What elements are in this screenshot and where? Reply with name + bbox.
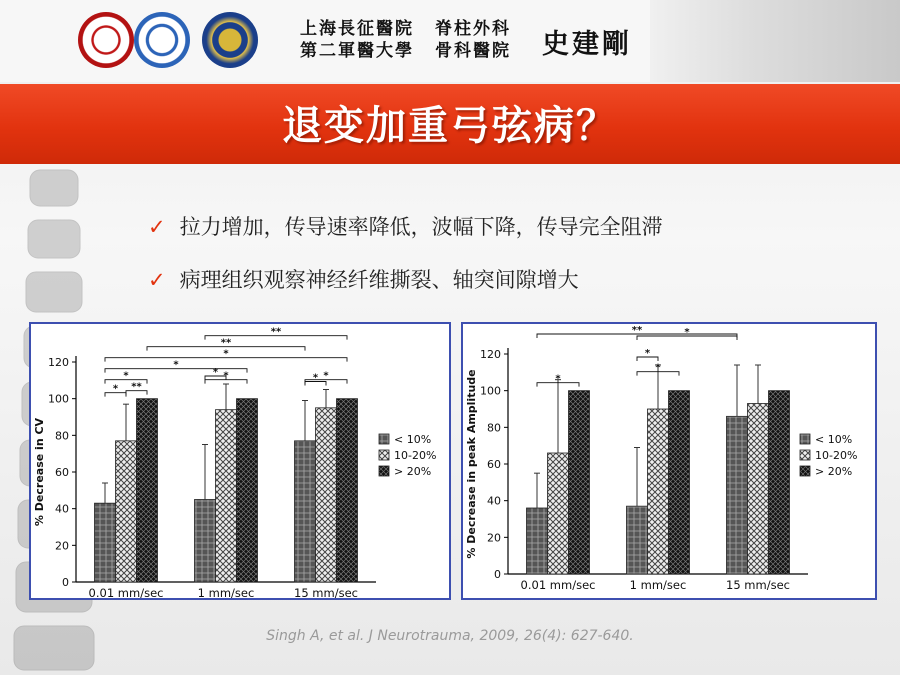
significance-label: * [112,383,119,395]
legend-swatch [379,450,389,460]
significance-label: ** [270,326,282,338]
bar [569,391,590,574]
check-icon: ✓ [148,215,166,239]
institution-right-line2: 骨科醫院 [435,41,511,61]
legend-label: 10-20% [394,449,437,462]
legend-label: > 20% [815,465,853,478]
legend-label: 10-20% [815,449,858,462]
y-axis-label: % Decrease in CV [33,417,46,527]
bar [648,409,669,574]
bar [627,506,648,574]
x-tick-label: 15 mm/sec [726,578,790,592]
significance-label: * [555,373,561,385]
significance-label: * [173,359,179,371]
x-tick-label: 0.01 mm/sec [520,578,596,592]
institution-left-line2: 第二軍醫大學 [300,41,414,61]
y-tick-label: 120 [480,348,501,361]
bullet-text: 拉力增加，传导速率降低，波幅下降，传导完全阻滞 [179,215,663,239]
department-logo-icon [202,12,258,68]
significance-label: ** [220,337,232,349]
significance-label: * [123,370,129,382]
y-tick-label: 80 [487,421,501,435]
bar [216,410,237,582]
y-tick-label: 60 [487,458,501,471]
significance-label: ** [131,381,142,393]
institution-right [435,18,511,62]
x-tick-label: 1 mm/sec [197,586,255,598]
y-tick-label: 120 [48,356,69,369]
bar [195,500,216,583]
institution-left-line1: 上海長征醫院 [300,19,414,39]
check-icon: ✓ [148,268,166,292]
bar [748,404,769,575]
slide-title: 退变加重弓弦病？ [282,103,618,149]
bar [548,453,569,574]
citation: Singh A, et al. J Neurotrauma, 2009, 26(4): 627-640. [266,628,634,644]
legend-label: < 10% [394,433,432,446]
y-axis-label: % Decrease in peak Amplitude [465,369,478,559]
legend-label: < 10% [815,433,853,446]
institution-right-line1: 脊柱外科 [435,19,511,39]
chart-amplitude-svg [463,324,875,598]
legend-swatch [379,434,389,444]
bullet-text: 病理组织观察神经纤维撕裂、轴突间隙增大 [179,268,579,292]
bar [527,508,548,574]
bar [295,441,316,582]
y-tick-label: 0 [62,576,69,589]
bar [727,416,748,574]
chart-cv-svg [31,324,449,598]
y-tick-label: 80 [55,429,69,443]
institution-left [300,18,414,62]
significance-label: * [684,327,690,338]
bar [316,408,337,582]
y-tick-label: 20 [55,539,69,553]
bullet-item [148,264,579,294]
bar [769,391,790,574]
bar [95,503,116,582]
y-tick-label: 100 [480,384,501,398]
bar [116,441,137,582]
legend-swatch [800,450,810,460]
legend-swatch [800,434,810,444]
significance-label: * [223,370,229,382]
x-tick-label: 0.01 mm/sec [88,586,164,598]
significance-label: * [212,367,219,378]
y-tick-label: 40 [55,502,69,516]
building-photo [650,0,900,82]
significance-label: ** [631,325,643,336]
bar [337,399,358,582]
bullet-item [148,211,663,241]
x-tick-label: 15 mm/sec [294,586,358,598]
y-tick-label: 0 [494,568,501,581]
y-tick-label: 40 [487,494,501,508]
y-tick-label: 100 [48,392,69,406]
university-logo-icon [134,12,190,68]
significance-label: * [323,370,329,382]
bar [237,399,258,582]
significance-label: * [644,348,651,359]
legend-label: > 20% [394,465,432,478]
chart-amplitude [461,322,877,600]
bar [669,391,690,574]
significance-label: * [312,372,319,384]
significance-label: * [223,348,229,360]
x-tick-label: 1 mm/sec [629,578,687,592]
significance-label: * [655,362,661,374]
legend-swatch [800,466,810,476]
hospital-logo-icon [78,12,134,68]
bar [137,399,158,582]
author-name: 史建剛 [542,29,632,60]
y-tick-label: 20 [487,531,501,545]
y-tick-label: 60 [55,466,69,479]
chart-cv [29,322,451,600]
legend-swatch [379,466,389,476]
